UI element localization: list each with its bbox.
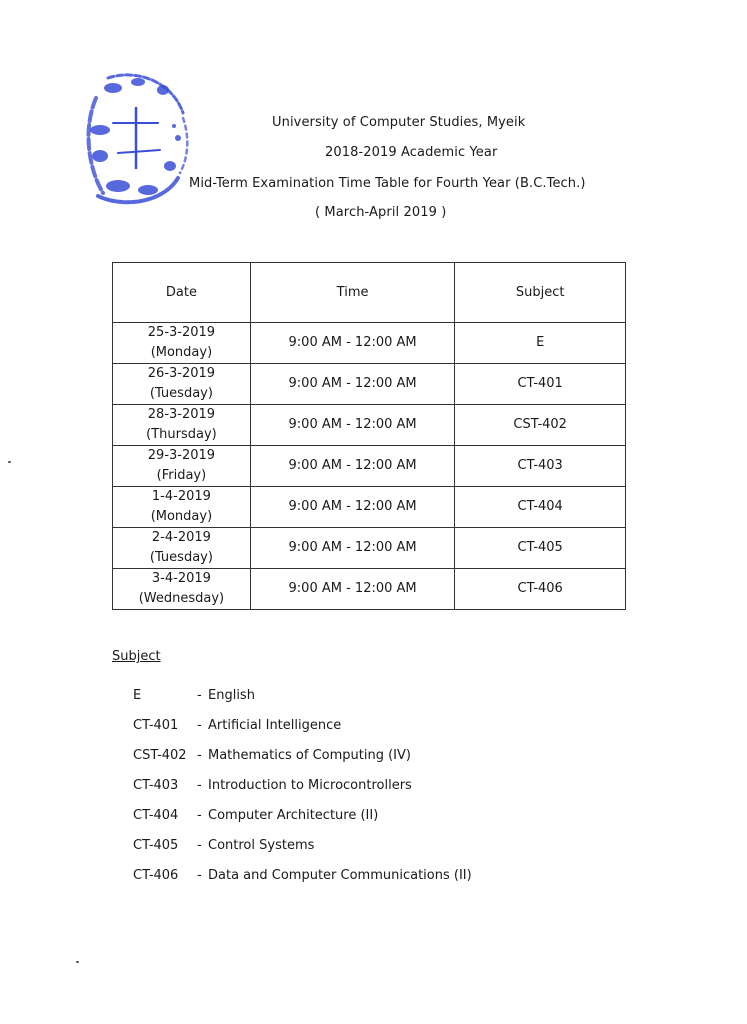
exam-period: ( March-April 2019 ) — [315, 205, 447, 220]
official-stamp — [78, 68, 190, 208]
table-row — [113, 364, 626, 405]
table-row — [113, 405, 626, 446]
exam-title: Mid-Term Examination Time Table for Fourth Year (B.C.Tech.) — [189, 176, 586, 191]
scan-speck — [76, 961, 79, 963]
day-text: (Monday) — [150, 509, 213, 524]
date-text: 29-3-2019 — [147, 448, 216, 463]
separator-dash: - — [197, 808, 202, 823]
subject-code: E — [133, 688, 142, 703]
subject-cell: CT-405 — [455, 528, 626, 569]
date-cell — [113, 487, 251, 528]
date-cell — [113, 323, 251, 364]
academic-year: 2018-2019 Academic Year — [325, 145, 498, 160]
date-text: 3-4-2019 — [151, 571, 211, 586]
subject-name: English — [208, 688, 255, 703]
subject-name: Control Systems — [208, 838, 315, 853]
table-header-row — [113, 263, 626, 323]
list-item — [133, 718, 472, 748]
day-text: (Tuesday) — [149, 550, 213, 565]
column-header-time: Time — [250, 263, 455, 323]
column-header-date: Date — [113, 263, 251, 323]
date-cell — [113, 528, 251, 569]
separator-dash: - — [197, 688, 202, 703]
subject-cell: CT-401 — [455, 364, 626, 405]
time-cell: 9:00 AM - 12:00 AM — [250, 446, 455, 487]
separator-dash: - — [197, 778, 202, 793]
table-row — [113, 569, 626, 610]
subject-name: Introduction to Microcontrollers — [208, 778, 412, 793]
scan-speck — [8, 461, 11, 463]
day-text: (Friday) — [156, 468, 207, 483]
time-cell: 9:00 AM - 12:00 AM — [250, 487, 455, 528]
subject-name: Mathematics of Computing (IV) — [208, 748, 411, 763]
day-text: (Wednesday) — [138, 591, 225, 606]
subject-cell: CT-406 — [455, 569, 626, 610]
subject-code: CT-401 — [133, 718, 179, 733]
subject-cell: CT-403 — [455, 446, 626, 487]
time-cell: 9:00 AM - 12:00 AM — [250, 528, 455, 569]
separator-dash: - — [197, 748, 202, 763]
date-cell — [113, 364, 251, 405]
exam-timetable — [112, 262, 626, 610]
day-text: (Thursday) — [146, 427, 217, 442]
subject-name: Artificial Intelligence — [208, 718, 342, 733]
date-cell — [113, 569, 251, 610]
date-text: 1-4-2019 — [151, 489, 211, 504]
date-text: 28-3-2019 — [147, 407, 216, 422]
subject-code: CT-405 — [133, 838, 179, 853]
table-row — [113, 487, 626, 528]
table-row — [113, 528, 626, 569]
separator-dash: - — [197, 838, 202, 853]
date-cell — [113, 446, 251, 487]
subject-name: Data and Computer Communications (II) — [208, 868, 472, 883]
date-text: 26-3-2019 — [147, 366, 216, 381]
list-item — [133, 868, 472, 898]
list-item — [133, 748, 472, 778]
subject-cell: CT-404 — [455, 487, 626, 528]
day-text: (Tuesday) — [149, 386, 213, 401]
subject-code: CST-402 — [133, 748, 187, 763]
separator-dash: - — [197, 868, 202, 883]
date-text: 2-4-2019 — [151, 530, 211, 545]
list-item — [133, 778, 472, 808]
time-cell: 9:00 AM - 12:00 AM — [250, 569, 455, 610]
date-text: 25-3-2019 — [147, 325, 216, 340]
column-header-subject: Subject — [455, 263, 626, 323]
date-cell — [113, 405, 251, 446]
list-item — [133, 838, 472, 868]
time-cell: 9:00 AM - 12:00 AM — [250, 405, 455, 446]
university-name: University of Computer Studies, Myeik — [272, 115, 526, 130]
legend-title: Subject — [112, 649, 161, 664]
time-cell: 9:00 AM - 12:00 AM — [250, 364, 455, 405]
subject-cell: CST-402 — [455, 405, 626, 446]
separator-dash: - — [197, 718, 202, 733]
list-item — [133, 688, 472, 718]
table-row — [113, 446, 626, 487]
table-row — [113, 323, 626, 364]
subject-code: CT-406 — [133, 868, 179, 883]
subject-code: CT-404 — [133, 808, 179, 823]
list-item — [133, 808, 472, 838]
time-cell: 9:00 AM - 12:00 AM — [250, 323, 455, 364]
subject-code: CT-403 — [133, 778, 179, 793]
subject-legend — [133, 688, 472, 898]
subject-cell: E — [455, 323, 626, 364]
day-text: (Monday) — [150, 345, 213, 360]
subject-name: Computer Architecture (II) — [208, 808, 379, 823]
